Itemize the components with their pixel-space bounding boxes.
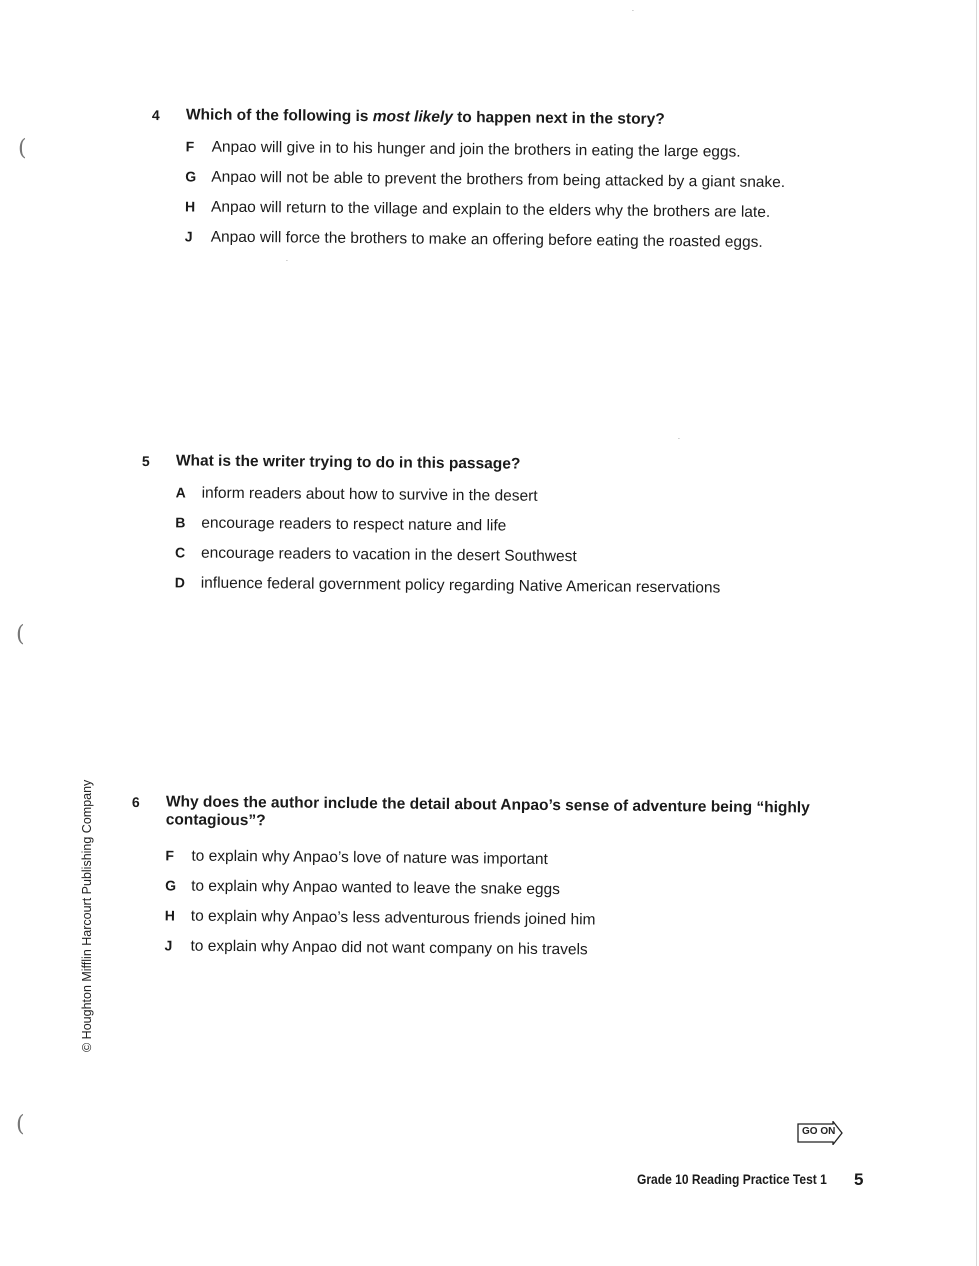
question-5 <box>141 452 722 608</box>
answer-options <box>151 136 786 262</box>
scan-bracket-mark: ( <box>18 136 27 161</box>
emphasis-text: most likely <box>372 108 453 126</box>
question-text: What is the writer trying to do in this passage? <box>175 452 521 473</box>
answer-option-d[interactable] <box>175 572 721 607</box>
option-text: to explain why Anpao’s love of nature was important <box>191 847 548 868</box>
answer-option-j[interactable] <box>185 226 785 262</box>
option-letter: F <box>165 847 175 864</box>
page-number: 5 <box>854 1170 864 1189</box>
question-number: 4 <box>151 106 160 124</box>
question-4 <box>151 106 786 262</box>
question-number: 6 <box>131 793 140 811</box>
question-text: Why does the author include the detail about Anpao’s sense of adventure being “highly contagious”? <box>165 793 810 830</box>
option-text: Anpao will give in to his hunger and join the brothers in eating the large eggs. <box>211 138 741 161</box>
option-letter: G <box>165 877 177 894</box>
scan-speck: · <box>678 436 680 443</box>
option-letter: H <box>184 198 196 215</box>
option-text: inform readers about how to survive in the desert <box>201 484 538 505</box>
option-text: to explain why Anpao did not want company on his travels <box>190 937 588 959</box>
option-text: to explain why Anpao’s less adventurous friends joined him <box>190 907 596 929</box>
option-text: encourage readers to respect nature and life <box>201 514 507 535</box>
question-6 <box>130 793 822 972</box>
option-text: to explain why Anpao wanted to leave the snake eggs <box>191 877 561 899</box>
go-on-label: GO ON <box>802 1126 836 1137</box>
footer-test-title: Grade 10 Reading Practice Test 1 <box>637 1171 827 1187</box>
scan-edge-line <box>976 0 977 1266</box>
answer-options <box>130 845 821 972</box>
option-text: encourage readers to vacation in the desert Southwest <box>200 544 577 566</box>
scan-speck: · <box>286 258 288 265</box>
option-text: influence federal government policy regarding Native American reservations <box>200 574 721 597</box>
option-letter: J <box>164 937 173 954</box>
option-letter: G <box>185 168 197 185</box>
option-letter: J <box>184 228 193 245</box>
option-text: Anpao will not be able to prevent the brothers from being attacked by a giant snake. <box>211 168 786 192</box>
option-letter: D <box>174 574 185 591</box>
option-text: Anpao will return to the village and explain to the elders why the brothers are late. <box>210 198 771 221</box>
go-on-button[interactable] <box>797 1121 843 1145</box>
option-letter: A <box>175 484 186 501</box>
answer-options <box>141 482 722 608</box>
option-letter: H <box>164 907 176 924</box>
option-text: Anpao will force the brothers to make an offering before eating the roasted eggs. <box>210 228 763 251</box>
option-letter: F <box>185 138 195 155</box>
copyright-notice: © Houghton Mifflin Harcourt Publishing Company <box>80 779 94 1052</box>
scan-bracket-mark: ( <box>16 622 25 647</box>
scan-bracket-mark: ( <box>16 1112 25 1137</box>
question-number: 5 <box>141 452 150 470</box>
scan-speck: · <box>632 8 634 15</box>
question-text: Which of the following is most likely to happen next in the story? <box>185 106 665 128</box>
answer-option-j[interactable] <box>164 935 820 971</box>
option-letter: C <box>174 544 186 561</box>
option-letter: B <box>175 514 186 531</box>
